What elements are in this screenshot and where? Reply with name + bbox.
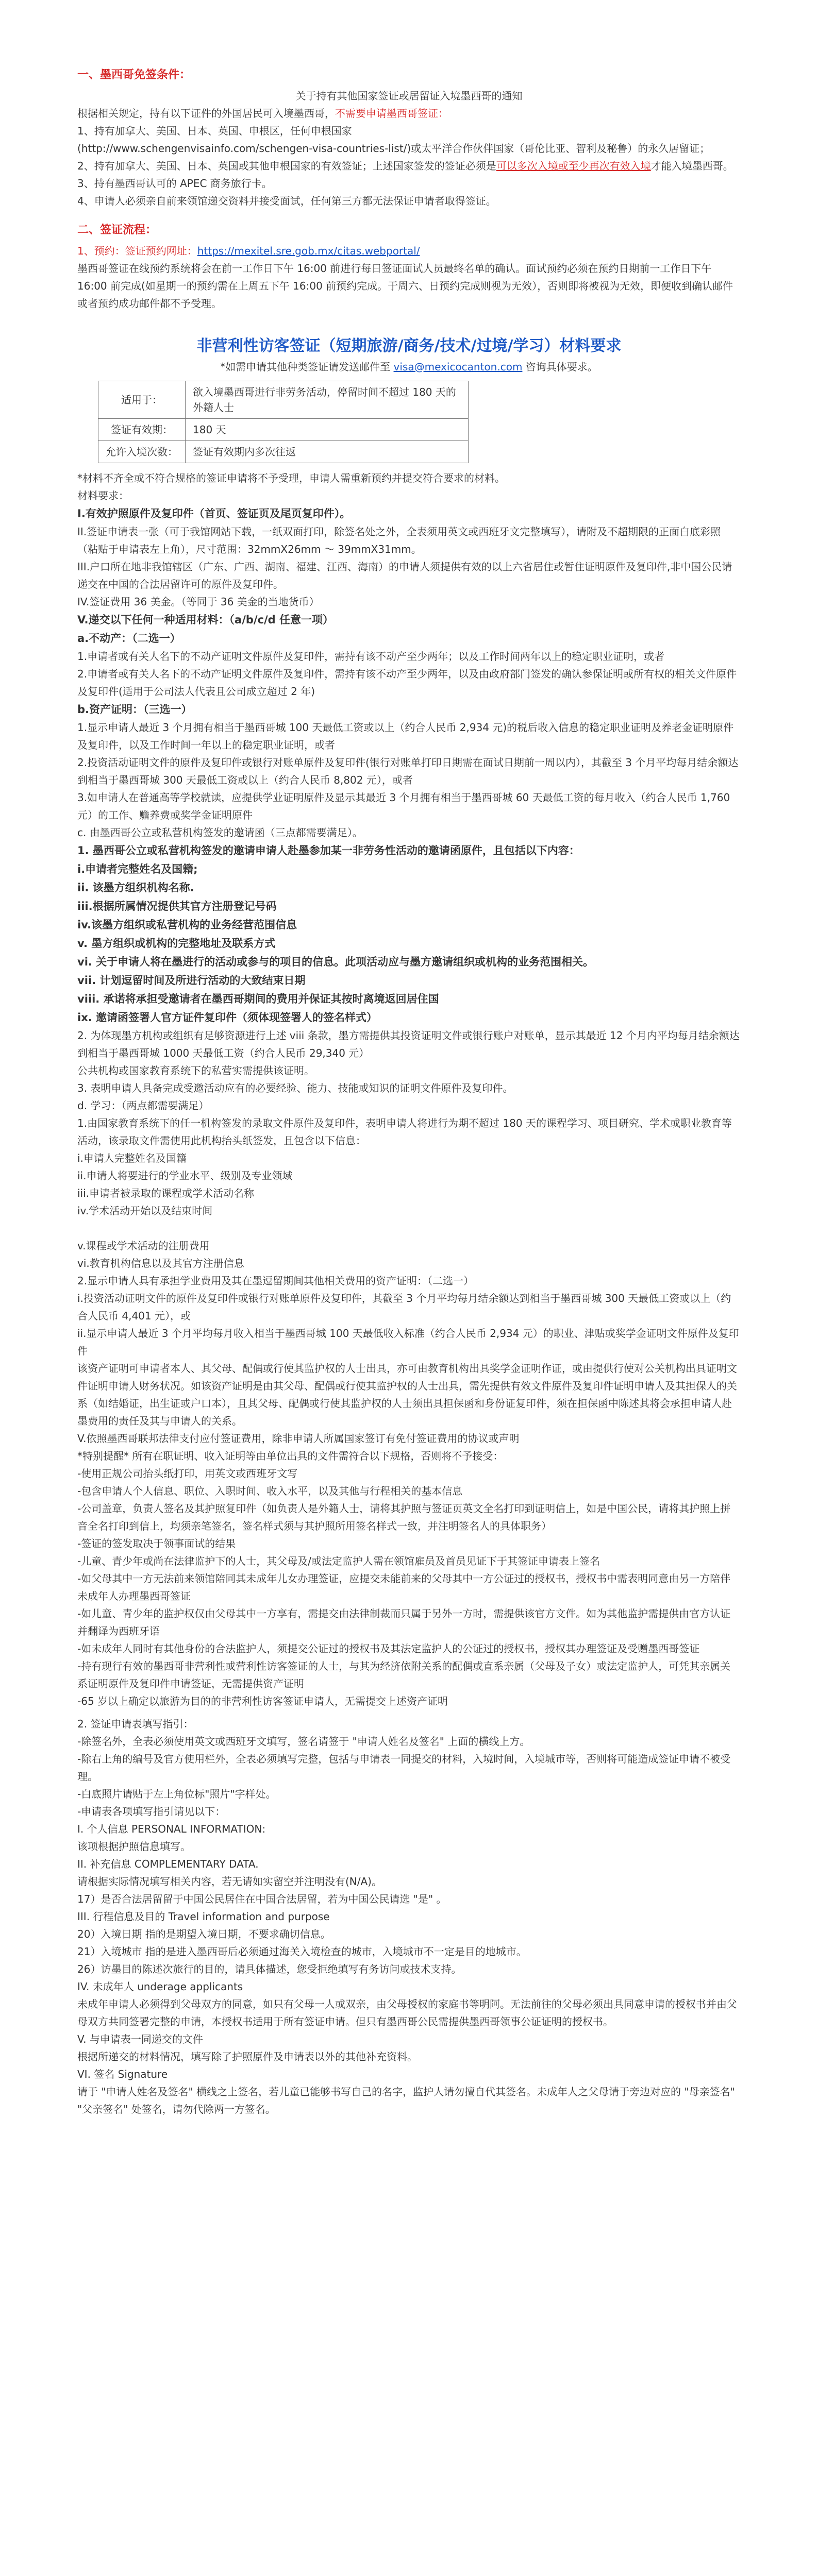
requirements-list [77,504,741,1710]
requirement-line: III.户口所在地非我馆辖区（广东、广西、湖南、福建、江西、海南）的申请人须提供有效的以上六省居住或暂住证明原件及复印件,非中国公民请递交在中国的合法居留许可的原件及复印件。 [77,561,732,590]
requirement-line: ii.申请人将要进行的学业水平、级别及专业领域 [77,1170,293,1182]
requirement-line: -如父母其中一方无法前来领馆陪同其未成年儿女办理签证，应提交未能前来的父母其中一方公证过的授权书，授权书中需表明同意由另一方陪伴未成年人办理墨西哥签证 [77,1572,731,1602]
requirement-line: v.课程或学术活动的注册费用 [77,1240,210,1252]
requirement-line: -儿童、青少年或尚在法律监护下的人士，其父母及/或法定监护人需在领馆雇员及首员见证下于其签证申请表上签名 [77,1555,600,1567]
section1-intro [77,105,741,122]
step1-paragraph: 墨西哥签证在线预约系统将会在前一工作日下午 16:00 前进行每日签证面试人员最终名单的确认。面试预约必须在预约日期前一工作日下午 16:00 前完成(如星期一的预约需在上周五下午 16:00 前预约完成。于周六、日预约完成则视为无效），否则即将被视为无效，即便收到确认邮件或者预约成功邮件都不予受理。 [77,262,733,310]
requirement-line: b.资产证明：（三选一） [77,703,192,716]
requirement-line: v. 墨方组织或机构的完整地址及联系方式 [77,937,276,950]
info-table-value: 180 天 [186,419,469,441]
form-guide-line: 该项根据护照信息填写。 [77,1840,191,1853]
visa-info-table-body [98,381,469,463]
requirement-line: ii. 该墨方组织机构名称. [77,882,194,894]
info-table-key: 允许入境次数： [98,441,186,463]
item2-text-c: 才能入境墨西哥。 [650,160,733,172]
requirement-line: 1.由国家教育系统下的任一机构签发的录取文件原件及复印件，表明申请人将进行为期不超过 180 天的课程学习、项目研究、学术或职业教育等活动，该录取文件需使用此机构抬头纸签发，且包含以下信息： [77,1117,732,1147]
requirement-line: iii.申请者被录取的课程或学术活动名称 [77,1187,255,1199]
section1-item1-url[interactable]: (http://www.schengenvisainfo.com/schengen-visa-countries-list/)或太平洋合作伙伴国家（哥伦比亚、智利及秘鲁）的永久居留证； [77,142,710,155]
visa-note: *材料不齐全或不符合规格的签证申请将不予受理，申请人需重新预约并提交符合要求的材料。 [77,472,505,484]
requirement-line: 2. 为体现墨方机构或组织有足够资源进行上述 viii 条款，墨方需提供其投资证明文件或银行账户对账单，显示其最近 12 个月内平均每月结余额达到相当于墨西哥城 1000 天最低工资（约合人民币 29,340 元） [77,1029,740,1059]
requirement-line: 1.显示申请人最近 3 个月拥有相当于墨西哥城 100 天最低工资或以上（约合人民币 2,934 元)的税后收入信息的稳定职业证明及养老金证明原件及复印件，以及工作时间一年以上的稳定职业证明，或者 [77,721,734,751]
visa-section-subtitle [77,359,741,374]
form-guide-line: 2. 签证申请表填写指引： [77,1718,194,1730]
requirement-line: ix. 邀请函签署人官方证件复印件（须体现签署人的签名样式） [77,1011,378,1024]
requirement-line: -公司盖章，负责人签名及其护照复印件（如负责人是外籍人士，请将其护照与签证页英文全名打印到证明信上，如是中国公民，请将其护照上拼音全名打印到信上，均须亲笔签名，签名样式须与其护照所用签名样式一致，并注明签名人的具体职务） [77,1502,731,1532]
requirement-line: 3.如申请人在普通高等学校就读，应提供学业证明原件及显示其最近 3 个月拥有相当于墨西哥城 60 天最低工资的每月收入（约合人民币 1,760 元）的工作、赡养费或奖学金证明原件 [77,791,730,821]
requirement-line: 1. 墨西哥公立或私营机构签发的邀请申请人赴墨参加某一非劳务性活动的邀请函原件，且包括以下内容： [77,844,580,857]
form-guide-line: 请于 "申请人姓名及签名" 横线之上签名，若儿童已能够书写自己的名字，监护人请勿擅自代其签名。未成年人之父母请于旁边对应的 "母亲签名" "父亲签名" 处签名，请勿代除两一方签名。 [77,2086,735,2115]
form-guide-line: IV. 未成年人 underage applicants [77,1980,243,1993]
form-guide-line: 请根据实际情况填写相关内容，若无请如实留空并注明没有(N/A)。 [77,1875,382,1888]
requirement-line: -签证的签发取决于领事面试的结果 [77,1537,236,1550]
section2-title: 二、签证流程： [77,224,157,236]
requirement-line: -使用正规公司抬头纸打印，用英文或西班牙文写 [77,1467,298,1480]
step1-label: 1、预约：签证预约网址： [77,245,197,257]
form-guide-line: -除右上角的编号及官方使用栏外，全表必须填写完整，包括与申请表一同提交的材料，入境时间，入境城市等，否则将可能造成签证申请不被受理。 [77,1753,731,1783]
requirement-line: vi.教育机构信息以及其官方注册信息 [77,1257,244,1269]
intro-text: 根据相关规定，持有以下证件的外国居民可入境墨西哥， [77,107,335,120]
requirement-line: *特别提醒* 所有在职证明、收入证明等由单位出具的文件需符合以下规格，否则将不予接受： [77,1450,504,1462]
requirement-line: 1.申请者或有关人名下的不动产证明文件原件及复印件，需持有该不动产至少两年；以及工作时间两年以上的稳定职业证明，或者 [77,650,665,663]
requirement-line: ii.显示申请人最近 3 个月平均每月收入相当于墨西哥城 100 天最低收入标准（约合人民币 2,934 元）的职业、津贴或奖学金证明文件原件及复印件 [77,1327,739,1357]
requirement-line: i.申请者完整姓名及国籍; [77,863,198,875]
form-guide-line: 20）入境日期 指的是期望入境日期，不要求确切信息。 [77,1928,331,1940]
info-table-row [98,381,469,419]
notice-title: 关于持有其他国家签证或居留证入境墨西哥的通知 [295,90,523,102]
requirement-line [77,1219,741,1237]
form-guide-line: 26）访墨目的陈述次旅行的目的，请具体描述，您受拒绝填写有务访问或技术支持。 [77,1963,462,1975]
form-guide-line: -白底照片请贴于左上角位标"照片"字样处。 [77,1788,276,1800]
step1 [77,242,741,260]
form-guide-line: -除签名外，全表必须使用英文或西班牙文填写，签名请签于 "申请人姓名及签名" 上面的横线上方。 [77,1735,530,1748]
step1-url-link[interactable]: https://mexitel.sre.gob.mx/citas.webportal/ [197,245,420,257]
info-table-value: 欲入境墨西哥进行非劳务活动，停留时间不超过 180 天的外籍人士 [186,381,469,419]
requirement-line: vi. 关于申请人将在墨进行的活动或参与的项目的信息。此项活动应与墨方邀请组织或机构的业务范围相关。 [77,956,594,968]
requirement-line: 3. 表明申请人具备完成受邀活动应有的必要经验、能力、技能或知识的证明文件原件及复印件。 [77,1082,513,1094]
form-guide-line: III. 行程信息及目的 Travel information and purpose [77,1910,330,1923]
requirement-line: -包含申请人个人信息、职位、入职时间、收入水平，以及其他与行程相关的基本信息 [77,1485,463,1497]
info-table-key: 适用于： [98,381,186,419]
requirement-line: vii. 计划逗留时间及所进行活动的大致结束日期 [77,974,306,987]
info-table-row [98,419,469,441]
requirement-line: i.投资活动证明文件的原件及复印件或银行对账单原件及复印件，其截至 3 个月平均每月结余额达到相当于墨西哥城 300 天最低工资或以上（约合人民币 4,401 元），或 [77,1292,731,1322]
requirement-line: 2.申请者或有关人名下的不动产证明文件原件及复印件，需持有该不动产至少两年，以及由政府部门签发的确认参保证明或所有权的相关文件原件及复印件(适用于公司法人代表且公司成立超过 2 年) [77,668,737,698]
requirement-line: -持有现行有效的墨西哥非营利性或营利性访客签证的人士，与其为经济依附关系的配偶或直系亲属（父母及子女）或法定监护人，可凭其亲属关系证明原件及复印件申请签证，无需提供资产证明 [77,1660,731,1690]
visa-info-table [98,381,469,463]
visa-email-link[interactable]: visa@mexicocanton.com [393,361,523,373]
requirement-line: 2.投资活动证明文件的原件及复印件或银行对账单原件及复印件(银行对账单打印日期需在面试日期前一周以内），其截至 3 个月平均每月结余额达到相当于墨西哥城 300 天最低工资或以上（约合人民币 8,802 元），或者 [77,756,739,786]
form-guide-line: 根据所递交的材料情况，填写除了护照原件及申请表以外的其他补充资料。 [77,2050,418,2063]
requirement-line: viii. 承诺将承担受邀请者在墨西哥期间的费用并保证其按时离境返回居住国 [77,993,439,1005]
requirement-line: i.申请人完整姓名及国籍 [77,1152,187,1164]
requirement-line: -如儿童、青少年的监护权仅由父母其中一方享有，需提交由法律制裁而只属于另外一方时，需提供该官方文件。如为其他监护需提供由官方认证并翻译为西班牙语 [77,1607,731,1637]
requirement-line: a.不动产：（二选一） [77,632,181,645]
info-table-value: 签证有效期内多次往返 [186,441,469,463]
form-guide-line: I. 个人信息 PERSONAL INFORMATION: [77,1823,266,1835]
form-guide-line: 17）是否合法居留留于中国公民居住在中国合法居留，若为中国公民请选 "是" 。 [77,1893,447,1905]
form-guide-line: II. 补充信息 COMPLEMENTARY DATA. [77,1858,259,1870]
info-table-row [98,441,469,463]
requirement-line: V.递交以下任何一种适用材料：（a/b/c/d 任意一项） [77,614,334,626]
item2-highlight: 可以多次入境或至少再次有效入境 [496,160,651,172]
section1-item2 [77,157,741,175]
requirement-line: -如未成年人同时有其他身份的合法监护人，须提交公证过的授权书及其法定监护人的公证过的授权书，授权其办理签证及受赠墨西哥签证 [77,1642,700,1655]
requirement-line: 该资产证明可申请者本人、其父母、配偶或行使其监护权的人士出具，亦可由教育机构出具奖学金证明作证，或由提供行使对公关机构出具证明文件证明申请人财务状况。如该资产证明是由其父母、配偶或行使其监护权的人士出具，需先提供有效文件原件及复印件证明申请人及其担保人的关系（如结婚证，出生证或户口本），且其父母、配偶或行使其监护权的人士须出具担保函和身份证复印件，须在担保函中陈述其将会承担申请人赴墨费用的责任及其与申请人的关系。 [77,1362,737,1427]
form-guide-line: 21）入境城市 指的是进入墨西哥后必须通过海关入境检查的城市，入境城市不一定是目的地城市。 [77,1945,527,1958]
requirement-line: iii.根据所属情况提供其官方注册登记号码 [77,900,277,912]
form-guide-list [77,1715,741,2118]
requirement-line: IV.签证费用 36 美金。（等同于 36 美金的当地货币） [77,596,320,608]
subtitle-text-a: *如需申请其他种类签证请发送邮件至 [220,361,394,373]
requirement-line: c. 由墨西哥公立或私营机构签发的邀请函（三点都需要满足）。 [77,826,363,839]
subtitle-text-b: 咨询具体要求。 [522,361,598,373]
form-guide-line: 未成年申请人必须得到父母双方的同意，如只有父母一人或双亲，由父母授权的家庭书等明阿。无法前往的父母必须出具同意申请的授权书并由父母双方共同签署完整的申请，本授权书适用于所有签证申请。但只有墨西哥公民需提供墨西哥领事公证证明的授权书。 [77,1998,737,2028]
item2-text-a: 2、持有加拿大、美国、日本、英国或其他申根国家的有效签证；上述国家签发的签证必须是 [77,160,496,172]
section1-item3: 3、持有墨西哥认可的 APEC 商务旅行卡。 [77,177,272,190]
section1-item1: 1、持有加拿大、美国、日本、英国、申根区，任何申根国家 [77,125,352,137]
requirement-line: d. 学习：（两点都需要满足） [77,1099,209,1112]
requirement-line: V.依照墨西哥联邦法律支付应付签证费用，除非申请人所属国家签订有免付签证费用的协议或声明 [77,1432,520,1445]
requirement-line: 公共机构或国家教育系统下的私营实需提供该证明。 [77,1064,314,1077]
requirement-line: 2.显示申请人具有承担学业费用及其在墨逗留期间其他相关费用的资产证明：（二选一） [77,1275,474,1287]
form-guide-line: -申请表各项填写指引请见以下： [77,1805,226,1818]
requirement-line: II.签证申请表一张（可于我馆网站下载，一纸双面打印，除签名处之外，全表须用英文或西班牙文完整填写），请附及不超期限的正面白底彩照（粘贴于申请表左上角），尺寸范围：32mmX26mm ～ 39mmX31mm。 [77,526,721,555]
requirement-line: I.有效护照原件及复印件（首页、签证页及尾页复印件）。 [77,507,351,520]
requirement-line: iv.该墨方组织或私营机构的业务经营范围信息 [77,919,297,931]
section1-item4: 4、申请人必须亲自前来领馆递交资料并接受面试，任何第三方都无法保证申请者取得签证。 [77,195,496,207]
info-table-key: 签证有效期： [98,419,186,441]
form-guide-line: V. 与申请表一同递交的文件 [77,2033,203,2045]
materials-label: 材料要求： [77,489,129,502]
form-guide-line: VI. 签名 Signature [77,2068,168,2080]
requirement-line: -65 岁以上确定以旅游为目的的非营利性访客签证申请人，无需提交上述资产证明 [77,1695,448,1707]
intro-highlight: 不需要申请墨西哥签证： [335,107,448,120]
visa-section-title: 非营利性访客签证（短期旅游/商务/技术/过境/学习）材料要求 [196,337,622,355]
section1-title: 一、墨西哥免签条件： [77,69,191,81]
requirement-line: iv.学术活动开始以及结束时间 [77,1205,213,1217]
